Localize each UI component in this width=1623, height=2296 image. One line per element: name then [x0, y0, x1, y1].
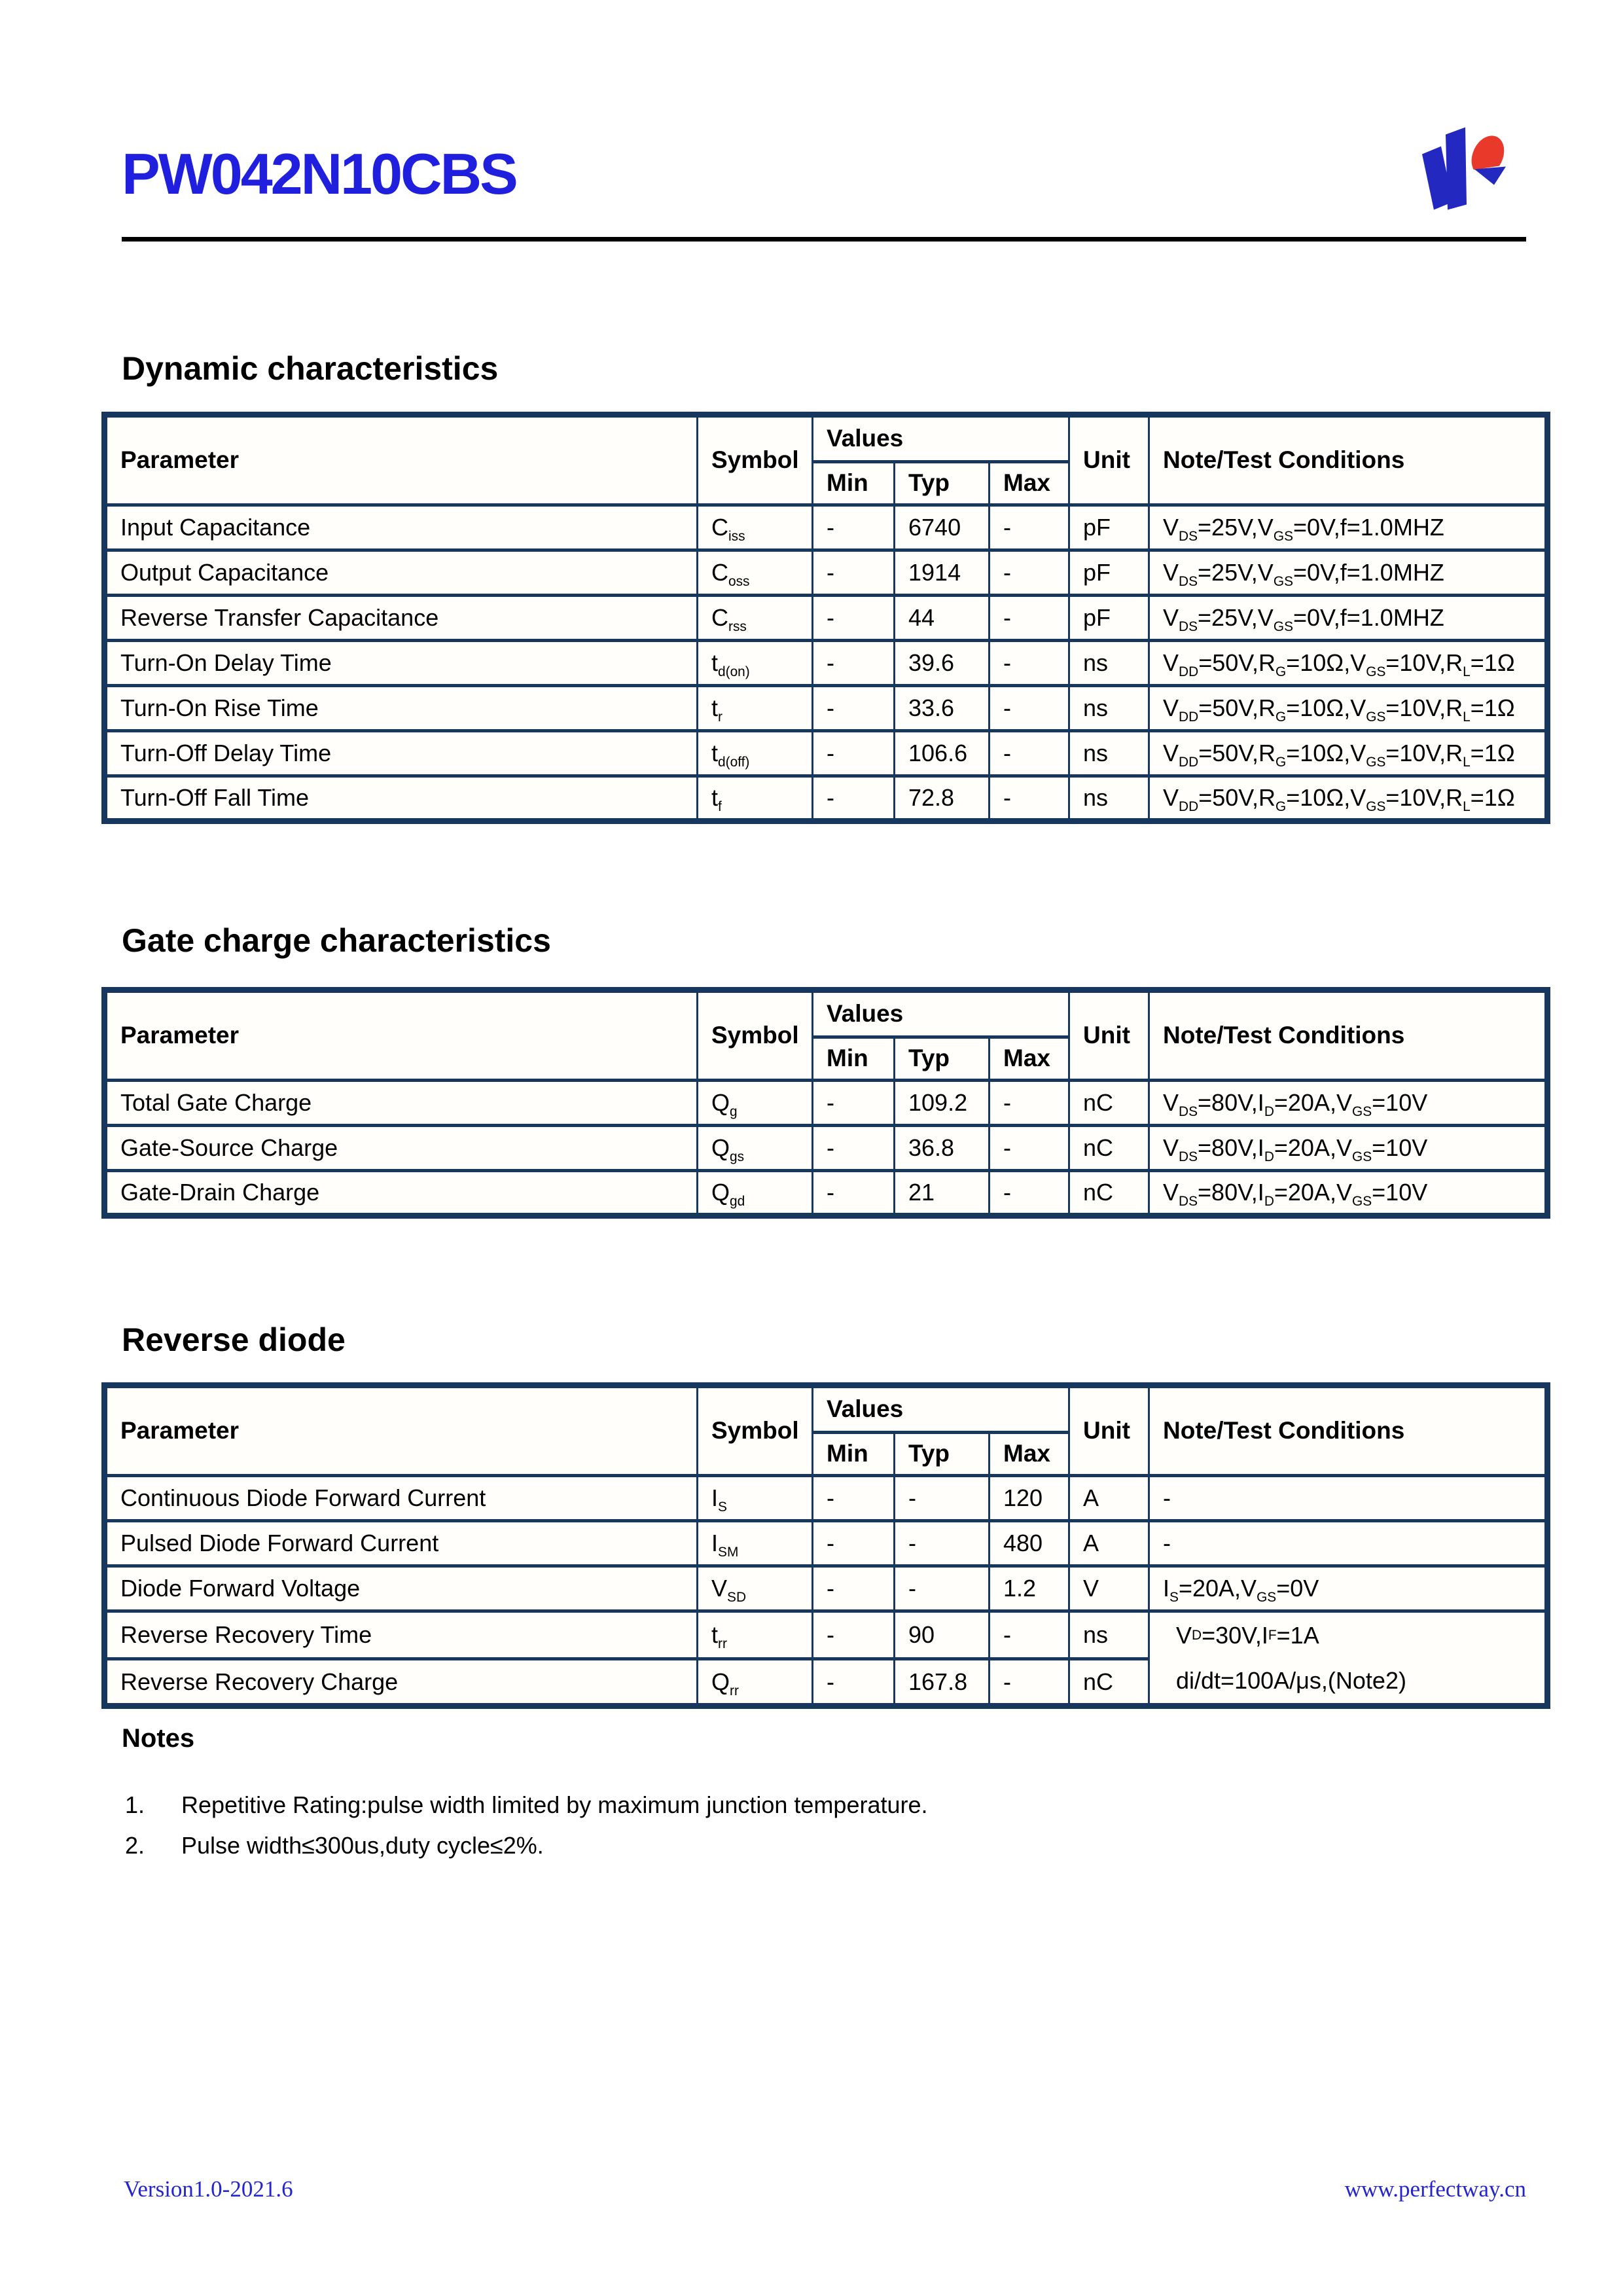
header-cell-parameter: Parameter	[105, 415, 698, 505]
header-cell-typ: Typ	[895, 462, 990, 505]
header-cell-unit: Unit	[1069, 990, 1149, 1081]
header-cell-max: Max	[990, 1433, 1069, 1476]
subscript: D	[1264, 1149, 1274, 1165]
cell-note: -	[1149, 1521, 1548, 1566]
cell-min: -	[813, 731, 895, 776]
cell-parameter: Input Capacitance	[105, 505, 698, 550]
cell-unit: A	[1069, 1476, 1149, 1521]
subscript: DS	[1179, 574, 1198, 590]
subscript: G	[1275, 755, 1287, 770]
cell-max: -	[990, 641, 1069, 686]
cell-min: -	[813, 686, 895, 731]
subscript: GS	[1366, 664, 1386, 680]
cell-symbol: $t_{d(on)}$	[698, 641, 813, 686]
cell-max: 120	[990, 1476, 1069, 1521]
cell-typ: -	[895, 1566, 990, 1611]
cell-parameter: Turn-On Delay Time	[105, 641, 698, 686]
table-row	[105, 596, 1548, 641]
cell-note: $V_{DS}=25V,V_{GS}=0V,f=1.0MHZ$	[1149, 505, 1548, 550]
header-cell-min: Min	[813, 1433, 895, 1476]
cell-max: -	[990, 505, 1069, 550]
subscript: GS	[1351, 1149, 1372, 1165]
subscript: L	[1463, 664, 1471, 680]
cell-max: -	[990, 1171, 1069, 1216]
cell-unit: nC	[1069, 1081, 1149, 1126]
note-item-1	[125, 1791, 928, 1819]
cell-unit: pF	[1069, 596, 1149, 641]
cell-parameter: Gate-Drain Charge	[105, 1171, 698, 1216]
cell-note: $V_{DS}=80V,I_D=20A,V_{GS}=10V$	[1149, 1171, 1548, 1216]
subscript: DS	[1179, 1104, 1198, 1120]
page-title: PW042N10CBS	[122, 141, 516, 206]
cell-note: $V_{DD}=50V,R_G=10\Omega,V_{GS}=10V,R_L=1\Omega$	[1149, 686, 1548, 731]
header-row-1	[105, 1386, 1548, 1433]
header-cell-parameter: Parameter	[105, 990, 698, 1081]
cell-max: -	[990, 1126, 1069, 1171]
header-cell-note: Note/Test Conditions	[1149, 415, 1548, 505]
cell-min: -	[813, 1126, 895, 1171]
section-heading-reverse-diode: Reverse diode	[122, 1321, 346, 1358]
cell-symbol: $Q_{gd}$	[698, 1171, 813, 1216]
cell-typ: -	[895, 1476, 990, 1521]
subscript: D	[1264, 1194, 1274, 1210]
cell-symbol: $t_r$	[698, 686, 813, 731]
cell-unit: ns	[1069, 776, 1149, 821]
subscript: SD	[727, 1590, 747, 1605]
header-cell-unit: Unit	[1069, 415, 1149, 505]
cell-min: -	[813, 1521, 895, 1566]
subscript: rr	[730, 1683, 739, 1698]
subscript: iss	[728, 529, 745, 545]
cell-min: -	[813, 1611, 895, 1659]
cell-min: -	[813, 596, 895, 641]
table-header	[105, 990, 1548, 1081]
header-cell-symbol: Symbol	[698, 415, 813, 505]
subscript: GS	[1273, 574, 1293, 590]
cell-parameter: Reverse Transfer Capacitance	[105, 596, 698, 641]
section-heading-gate-charge-characteristics: Gate charge characteristics	[122, 922, 551, 959]
cell-note: $V_{DS}=80V,I_D=20A,V_{GS}=10V$	[1149, 1126, 1548, 1171]
note-number: 1.	[125, 1791, 145, 1818]
cell-max: 1.2	[990, 1566, 1069, 1611]
cell-typ: 39.6	[895, 641, 990, 686]
cell-max: 480	[990, 1521, 1069, 1566]
note-condition-line: V D =30V,I F =1A	[1176, 1621, 1319, 1649]
table-row	[105, 550, 1548, 596]
cell-symbol: $Q_{gs}$	[698, 1126, 813, 1171]
cell-parameter: Reverse Recovery Charge	[105, 1659, 698, 1706]
subscript: DD	[1179, 799, 1199, 815]
subscript: SM	[718, 1545, 739, 1560]
header-row-1	[105, 990, 1548, 1037]
notes-heading: Notes	[122, 1724, 195, 1753]
subscript: d(on)	[718, 664, 750, 680]
cell-typ: 1914	[895, 550, 990, 596]
logo-red-halfdisc	[1472, 135, 1505, 170]
header-cell-max: Max	[990, 462, 1069, 505]
cell-note: $V_{DD}=50V,R_G=10\Omega,V_{GS}=10V,R_L=1\Omega$	[1149, 731, 1548, 776]
cell-unit: pF	[1069, 505, 1149, 550]
cell-parameter: Turn-Off Delay Time	[105, 731, 698, 776]
cell-unit: A	[1069, 1521, 1149, 1566]
header-cell-values: Values	[813, 415, 1069, 462]
table-body	[105, 505, 1548, 821]
cell-unit: V	[1069, 1566, 1149, 1611]
footer-website-link[interactable]: www.perfectway.cn	[1344, 2176, 1526, 2202]
subscript: GS	[1366, 799, 1386, 815]
cell-max: -	[990, 1611, 1069, 1659]
subscript: G	[1275, 799, 1287, 815]
cell-note: $V_{DD}=50V,R_G=10\Omega,V_{GS}=10V,R_L=1\Omega$	[1149, 776, 1548, 821]
cell-min: -	[813, 1476, 895, 1521]
cell-min: -	[813, 550, 895, 596]
cell-min: -	[813, 1566, 895, 1611]
cell-min: -	[813, 641, 895, 686]
subscript: DS	[1179, 1149, 1198, 1165]
subscript: DS	[1179, 529, 1198, 545]
subscript: rss	[728, 619, 747, 635]
subscript: GS	[1351, 1104, 1372, 1120]
subscript: g	[730, 1104, 738, 1120]
cell-parameter: Turn-Off Fall Time	[105, 776, 698, 821]
header-cell-typ: Typ	[895, 1433, 990, 1476]
subscript: d(off)	[718, 755, 750, 770]
cell-unit: nC	[1069, 1171, 1149, 1216]
cell-typ: 6740	[895, 505, 990, 550]
cell-unit: nC	[1069, 1126, 1149, 1171]
cell-note: $V_{DS}=25V,V_{GS}=0V,f=1.0MHZ$	[1149, 596, 1548, 641]
subscript: GS	[1273, 529, 1293, 545]
cell-symbol: $C_{rss}$	[698, 596, 813, 641]
cell-unit: ns	[1069, 641, 1149, 686]
cell-symbol: $I_S$	[698, 1476, 813, 1521]
subscript: D	[1264, 1104, 1274, 1120]
subscript: GS	[1366, 755, 1386, 770]
table-row	[105, 731, 1548, 776]
header-cell-min: Min	[813, 1037, 895, 1081]
cell-typ: 167.8	[895, 1659, 990, 1706]
cell-parameter: Reverse Recovery Time	[105, 1611, 698, 1659]
subscript: r	[718, 709, 722, 725]
subscript: GS	[1366, 709, 1386, 725]
subscript: L	[1463, 709, 1471, 725]
table-row	[105, 505, 1548, 550]
table-row	[105, 776, 1548, 821]
section-heading-dynamic-characteristics: Dynamic characteristics	[122, 350, 499, 387]
cell-max: -	[990, 550, 1069, 596]
cell-typ: 36.8	[895, 1126, 990, 1171]
cell-note	[1149, 1611, 1548, 1706]
subscript: S	[718, 1499, 727, 1515]
table-header	[105, 1386, 1548, 1476]
cell-parameter: Continuous Diode Forward Current	[105, 1476, 698, 1521]
header-cell-unit: Unit	[1069, 1386, 1149, 1476]
cell-symbol: $t_{rr}$	[698, 1611, 813, 1659]
logo-bar-middle	[1446, 128, 1467, 210]
note-item-2	[125, 1831, 544, 1859]
table-body	[105, 1081, 1548, 1216]
note-number: 2.	[125, 1832, 145, 1859]
cell-max: -	[990, 1081, 1069, 1126]
dynamic-characteristics-table	[101, 412, 1550, 824]
subscript: L	[1463, 799, 1471, 815]
cell-symbol: $C_{iss}$	[698, 505, 813, 550]
cell-max: -	[990, 686, 1069, 731]
cell-unit: nC	[1069, 1659, 1149, 1706]
subscript: DD	[1179, 755, 1199, 770]
cell-parameter: Diode Forward Voltage	[105, 1566, 698, 1611]
header-cell-parameter: Parameter	[105, 1386, 698, 1476]
cell-unit: ns	[1069, 731, 1149, 776]
table-row	[105, 1081, 1548, 1126]
cell-max: -	[990, 776, 1069, 821]
table-header	[105, 415, 1548, 505]
subscript: oss	[728, 574, 750, 590]
cell-note: -	[1149, 1476, 1548, 1521]
cell-symbol: $Q_{rr}$	[698, 1659, 813, 1706]
table-row	[105, 1611, 1548, 1659]
subscript: f	[718, 799, 722, 815]
cell-typ: 33.6	[895, 686, 990, 731]
subscript: GS	[1273, 619, 1293, 635]
perfectway-logo	[1400, 103, 1531, 218]
cell-max: -	[990, 596, 1069, 641]
cell-note: $V_{DS}=80V,I_D=20A,V_{GS}=10V$	[1149, 1081, 1548, 1126]
subscript: L	[1463, 755, 1471, 770]
header-cell-min: Min	[813, 462, 895, 505]
cell-min: -	[813, 1171, 895, 1216]
table-row	[105, 686, 1548, 731]
cell-typ: 106.6	[895, 731, 990, 776]
table-row	[105, 1566, 1548, 1611]
header-row-1	[105, 415, 1548, 462]
cell-max: -	[990, 731, 1069, 776]
table-row	[105, 1476, 1548, 1521]
footer-version: Version1.0-2021.6	[124, 2176, 293, 2202]
note-text: Pulse width≤300us,duty cycle≤2%.	[181, 1832, 544, 1859]
subscript: rr	[718, 1636, 727, 1652]
cell-symbol: $I_{SM}$	[698, 1521, 813, 1566]
cell-typ: 44	[895, 596, 990, 641]
cell-unit: ns	[1069, 686, 1149, 731]
subscript: DD	[1179, 664, 1199, 680]
note-text: Repetitive Rating:pulse width limited by maximum junction temperature.	[181, 1791, 928, 1818]
logo-blue-triangle	[1474, 167, 1506, 185]
subscript: G	[1275, 709, 1287, 725]
cell-note: $V_{DS}=25V,V_{GS}=0V,f=1.0MHZ$	[1149, 550, 1548, 596]
subscript: gd	[730, 1194, 745, 1210]
subscript: G	[1275, 664, 1287, 680]
cell-max: -	[990, 1659, 1069, 1706]
table-row	[105, 1126, 1548, 1171]
subscript: DD	[1179, 709, 1199, 725]
cell-parameter: Pulsed Diode Forward Current	[105, 1521, 698, 1566]
subscript: S	[1169, 1590, 1179, 1605]
subscript: DS	[1179, 619, 1198, 635]
cell-min: -	[813, 776, 895, 821]
cell-note: $I_S=20A,V_{GS}=0V$	[1149, 1566, 1548, 1611]
cell-unit: pF	[1069, 550, 1149, 596]
subscript: DS	[1179, 1194, 1198, 1210]
header-cell-symbol: Symbol	[698, 1386, 813, 1476]
header-cell-note: Note/Test Conditions	[1149, 1386, 1548, 1476]
header-cell-typ: Typ	[895, 1037, 990, 1081]
subscript: gs	[730, 1149, 745, 1165]
cell-typ: 72.8	[895, 776, 990, 821]
cell-parameter: Output Capacitance	[105, 550, 698, 596]
cell-note: $V_{DD}=50V,R_G=10\Omega,V_{GS}=10V,R_L=1\Omega$	[1149, 641, 1548, 686]
cell-min: -	[813, 505, 895, 550]
subscript: GS	[1257, 1590, 1277, 1605]
cell-typ: -	[895, 1521, 990, 1566]
cell-typ: 90	[895, 1611, 990, 1659]
header-divider	[122, 237, 1526, 242]
table-body	[105, 1476, 1548, 1706]
header-cell-values: Values	[813, 1386, 1069, 1433]
cell-parameter: Gate-Source Charge	[105, 1126, 698, 1171]
reverse-diode-table	[101, 1382, 1550, 1709]
cell-symbol: $t_{d(off)}$	[698, 731, 813, 776]
cell-min: -	[813, 1659, 895, 1706]
gate-charge-characteristics-table	[101, 987, 1550, 1219]
cell-symbol: $Q_g$	[698, 1081, 813, 1126]
cell-parameter: Turn-On Rise Time	[105, 686, 698, 731]
cell-min: -	[813, 1081, 895, 1126]
cell-parameter: Total Gate Charge	[105, 1081, 698, 1126]
header-cell-symbol: Symbol	[698, 990, 813, 1081]
cell-symbol: $C_{oss}$	[698, 550, 813, 596]
header-cell-max: Max	[990, 1037, 1069, 1081]
table-row	[105, 1171, 1548, 1216]
cell-typ: 21	[895, 1171, 990, 1216]
table-row	[105, 641, 1548, 686]
header-cell-note: Note/Test Conditions	[1149, 990, 1548, 1081]
subscript: GS	[1351, 1194, 1372, 1210]
cell-symbol: $t_f$	[698, 776, 813, 821]
cell-symbol: $V_{SD}$	[698, 1566, 813, 1611]
cell-unit: ns	[1069, 1611, 1149, 1659]
header-cell-values: Values	[813, 990, 1069, 1037]
cell-typ: 109.2	[895, 1081, 990, 1126]
note-condition-line: di/dt=100A/μs,(Note2)	[1176, 1666, 1406, 1694]
table-row	[105, 1521, 1548, 1566]
